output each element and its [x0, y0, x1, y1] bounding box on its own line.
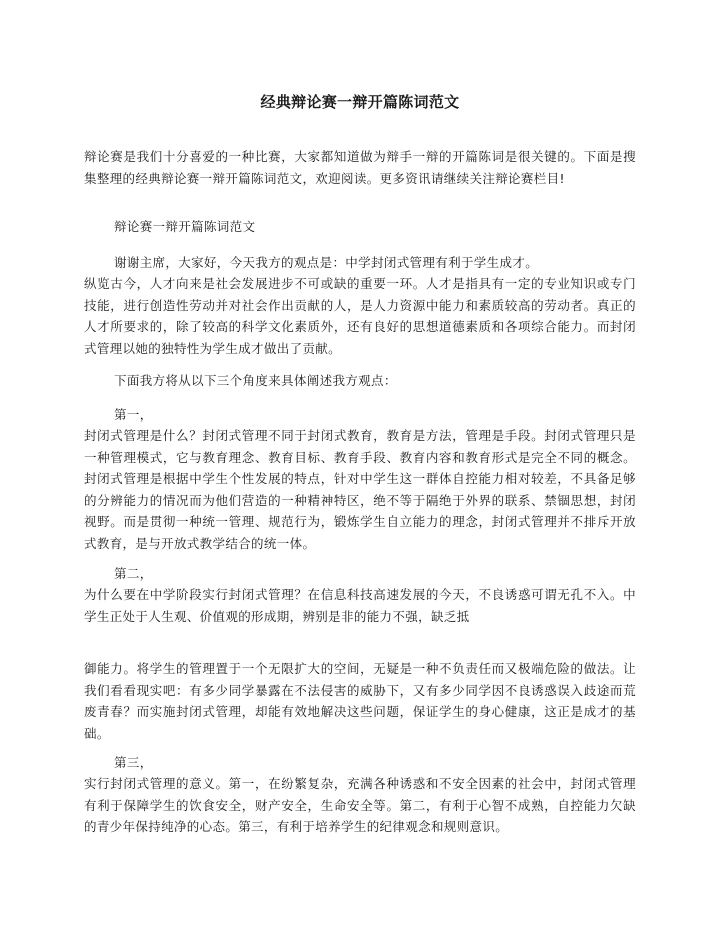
- lead-paragraph: 下面我方将从以下三个角度来具体阐述我方观点：: [114, 373, 397, 388]
- greeting-paragraph: 谢谢主席，大家好，今天我方的观点是：中学封闭式管理有利于学生成才。: [114, 255, 539, 270]
- point-2-label: 第二，: [114, 566, 153, 581]
- document-title: 经典辩论赛一辩开篇陈词范文: [260, 93, 460, 111]
- point-2-text-part-a: 为什么要在中学阶段实行封闭式管理？在信息科技高速发展的今天，不良诱惑可谓无孔不入。中学生正处于人生观、价值观的形成期，辨别是非的能力不强，缺乏抵: [84, 587, 636, 624]
- point-3-text: 实行封闭式管理的意义。第一，在纷繁复杂，充满各种诱惑和不安全因素的社会中，封闭式管理有利于保障学生的饮食安全，财产安全，生命安全等。第二，有利于心智不成熟，自控能力欠缺的青少年保持纯净的心态。第三，有利于培养学生的纪律观念和规则意识。: [84, 776, 636, 835]
- point-1-text: 封闭式管理是什么？封闭式管理不同于封闭式教育，教育是方法，管理是手段。封闭式管理只是一种管理模式，它与教育理念、教育目标、教育手段、教育内容和教育形式是完全不同的概念。封闭式管理是根据中学生个性发展的特点，针对中学生这一群体自控能力相对较差，不具备足够的分辨能力的情况而为他们营造的一种精神特区，绝不等于隔绝于外界的联系、禁锢思想，封闭视野。而是贯彻一种统一管理、规范行为，锻炼学生自立能力的理念，封闭式管理并不排斥开放式教育，是与开放式教学结合的统一体。: [84, 428, 636, 551]
- body-paragraph-1: 纵览古今，人才向来是社会发展进步不可或缺的重要一环。人才是指具有一定的专业知识或专门技能，进行创造性劳动并对社会作出贡献的人，是人力资源中能力和素质较高的劳动者。真正的人才所要求的，除了较高的科学文化素质外，还有良好的思想道德素质和各项综合能力。而封闭式管理以她的独特性为学生成才做出了贡献。: [84, 276, 636, 356]
- point-2-text-part-b: 御能力。将学生的管理置于一个无限扩大的空间，无疑是一种不负责任而又极端危险的做法。让我们看看现实吧：有多少同学暴露在不法侵害的威胁下，又有多少同学因不良诱惑误入歧途而荒废青春？而实施封闭式管理，却能有效地解决这些问题，保证学生的身心健康，这正是成才的基础。: [84, 661, 636, 741]
- point-1-label: 第一，: [114, 407, 153, 422]
- point-3-label: 第三，: [114, 755, 153, 770]
- intro-paragraph: 辩论赛是我们十分喜爱的一种比赛，大家都知道做为辩手一辩的开篇陈词是很关键的。下面是搜集整理的经典辩论赛一辩开篇陈词范文，欢迎阅读。更多资讯请继续关注辩论赛栏目!: [84, 149, 636, 186]
- section-subtitle: 辩论赛一辩开篇陈词范文: [114, 219, 256, 234]
